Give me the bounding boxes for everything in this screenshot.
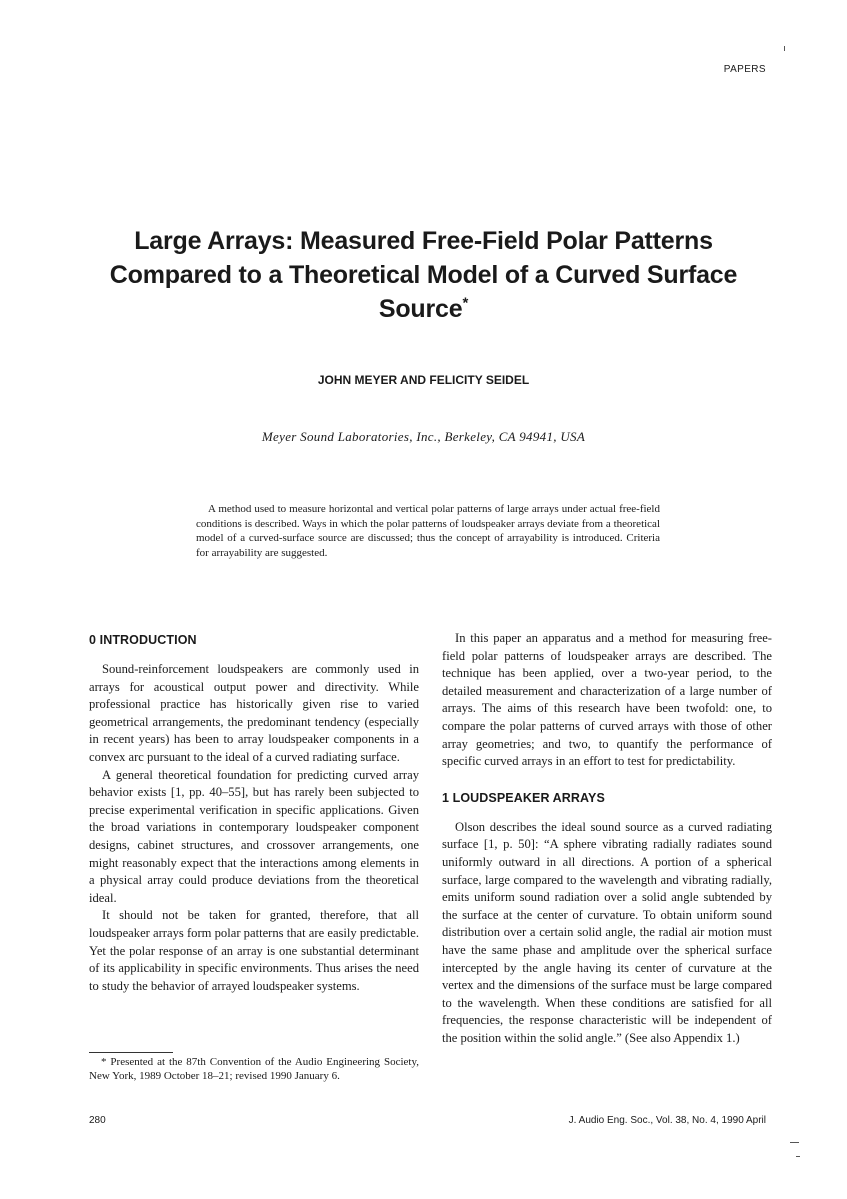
running-head: PAPERS xyxy=(723,64,766,75)
affiliation: Meyer Sound Laboratories, Inc., Berkeley, CA 94941, USA xyxy=(261,429,586,444)
scan-speck xyxy=(796,1156,800,1157)
right-column xyxy=(442,630,772,1047)
section-heading-introduction: 0 INTRODUCTION xyxy=(89,633,197,647)
body-paragraph: A general theoretical foundation for predicting curved array behavior exists [1, pp. 40–55], but has rarely been subjected to precise experimental verification in specific applications. Given the broad variations in contemporary loudspeaker component designs, cabinet structures, and crossover arrangements, one might reasonably expect that the interactions among elements in a physical array could produce deviations from the theoretical ideal. xyxy=(89,767,419,905)
scan-speck xyxy=(784,46,785,51)
journal-reference: J. Audio Eng. Soc., Vol. 38, No. 4, 1990 April xyxy=(568,1115,766,1126)
abstract: A method used to measure horizontal and vertical polar patterns of large arrays under actual free-field conditions is described. Ways in which the polar patterns of loudspeaker arrays deviate from a theoretical model of a curved-surface source are discussed; thus the concept of arrayability is introduced. Criteria for arrayability are suggested. xyxy=(196,503,660,559)
body-paragraph: In this paper an apparatus and a method for measuring free-field polar patterns of loudspeaker arrays are described. The technique has been applied, over a two-year period, to the detailed measurement and characterization of a large number of arrays. The aims of this research have been twofold: one, to compare the polar patterns of curved arrays with those of other array geometries; and two, to quantify the performance of specific curved arrays in an effort to test for predictability. xyxy=(442,631,772,769)
paper-title-text: Large Arrays: Measured Free-Field Polar Patterns Compared to a Theoretical Model of a Curved Surface Source xyxy=(109,227,738,323)
scan-speck xyxy=(790,1142,799,1143)
body-paragraph: It should not be taken for granted, therefore, that all loudspeaker arrays form polar patterns that are easily predictable. Yet the polar response of an array is one substantial determinant of its applicability in specific environments. Thus arises the need to study the behavior of arrayed loudspeaker systems. xyxy=(89,908,419,993)
left-column xyxy=(89,630,419,995)
footnote-rule xyxy=(89,1052,173,1053)
body-paragraph: Olson describes the ideal sound source as a curved radiating surface [1, p. 50]: “A sphere vibrating radially radiates sound uniformly outward in all directions. A portion of a spherical surface, large compared to the wavelength and vibrating radially, emits uniform sound radiation over a solid angle subtended by the surface at the center of curvature. To obtain uniform sound distribution over a certain solid angle, the radial air motion must have the same phase and amplitude over the spherical surface intercepted by the angle having its center of curvature at the vertex and the dimensions of the surface must be large compared to the wavelength. When these conditions are satisfied for all frequencies, the response characteristic will be independent of the position within the solid angle.” (See also Appendix 1.) xyxy=(442,819,772,1045)
section-heading-loudspeaker-arrays: 1 LOUDSPEAKER ARRAYS xyxy=(442,790,605,805)
footnote: * Presented at the 87th Convention of the Audio Engineering Society, New York, 1989 October 18–21; revised 1990 January 6. xyxy=(89,1056,419,1082)
paper-title xyxy=(80,224,767,326)
authors: JOHN MEYER AND FELICITY SEIDEL xyxy=(317,373,530,387)
title-footnote-mark: * xyxy=(462,294,469,312)
body-paragraph: Sound-reinforcement loudspeakers are commonly used in arrays for acoustical output power and directivity. While professional practice has historically given rise to varied geometrical arrangements, the predominant tendency (especially in recent years) has been to array loudspeaker components in a convex arc pursuant to the ideal of a curved radiating surface. xyxy=(89,662,419,764)
page-number: 280 xyxy=(89,1115,106,1126)
